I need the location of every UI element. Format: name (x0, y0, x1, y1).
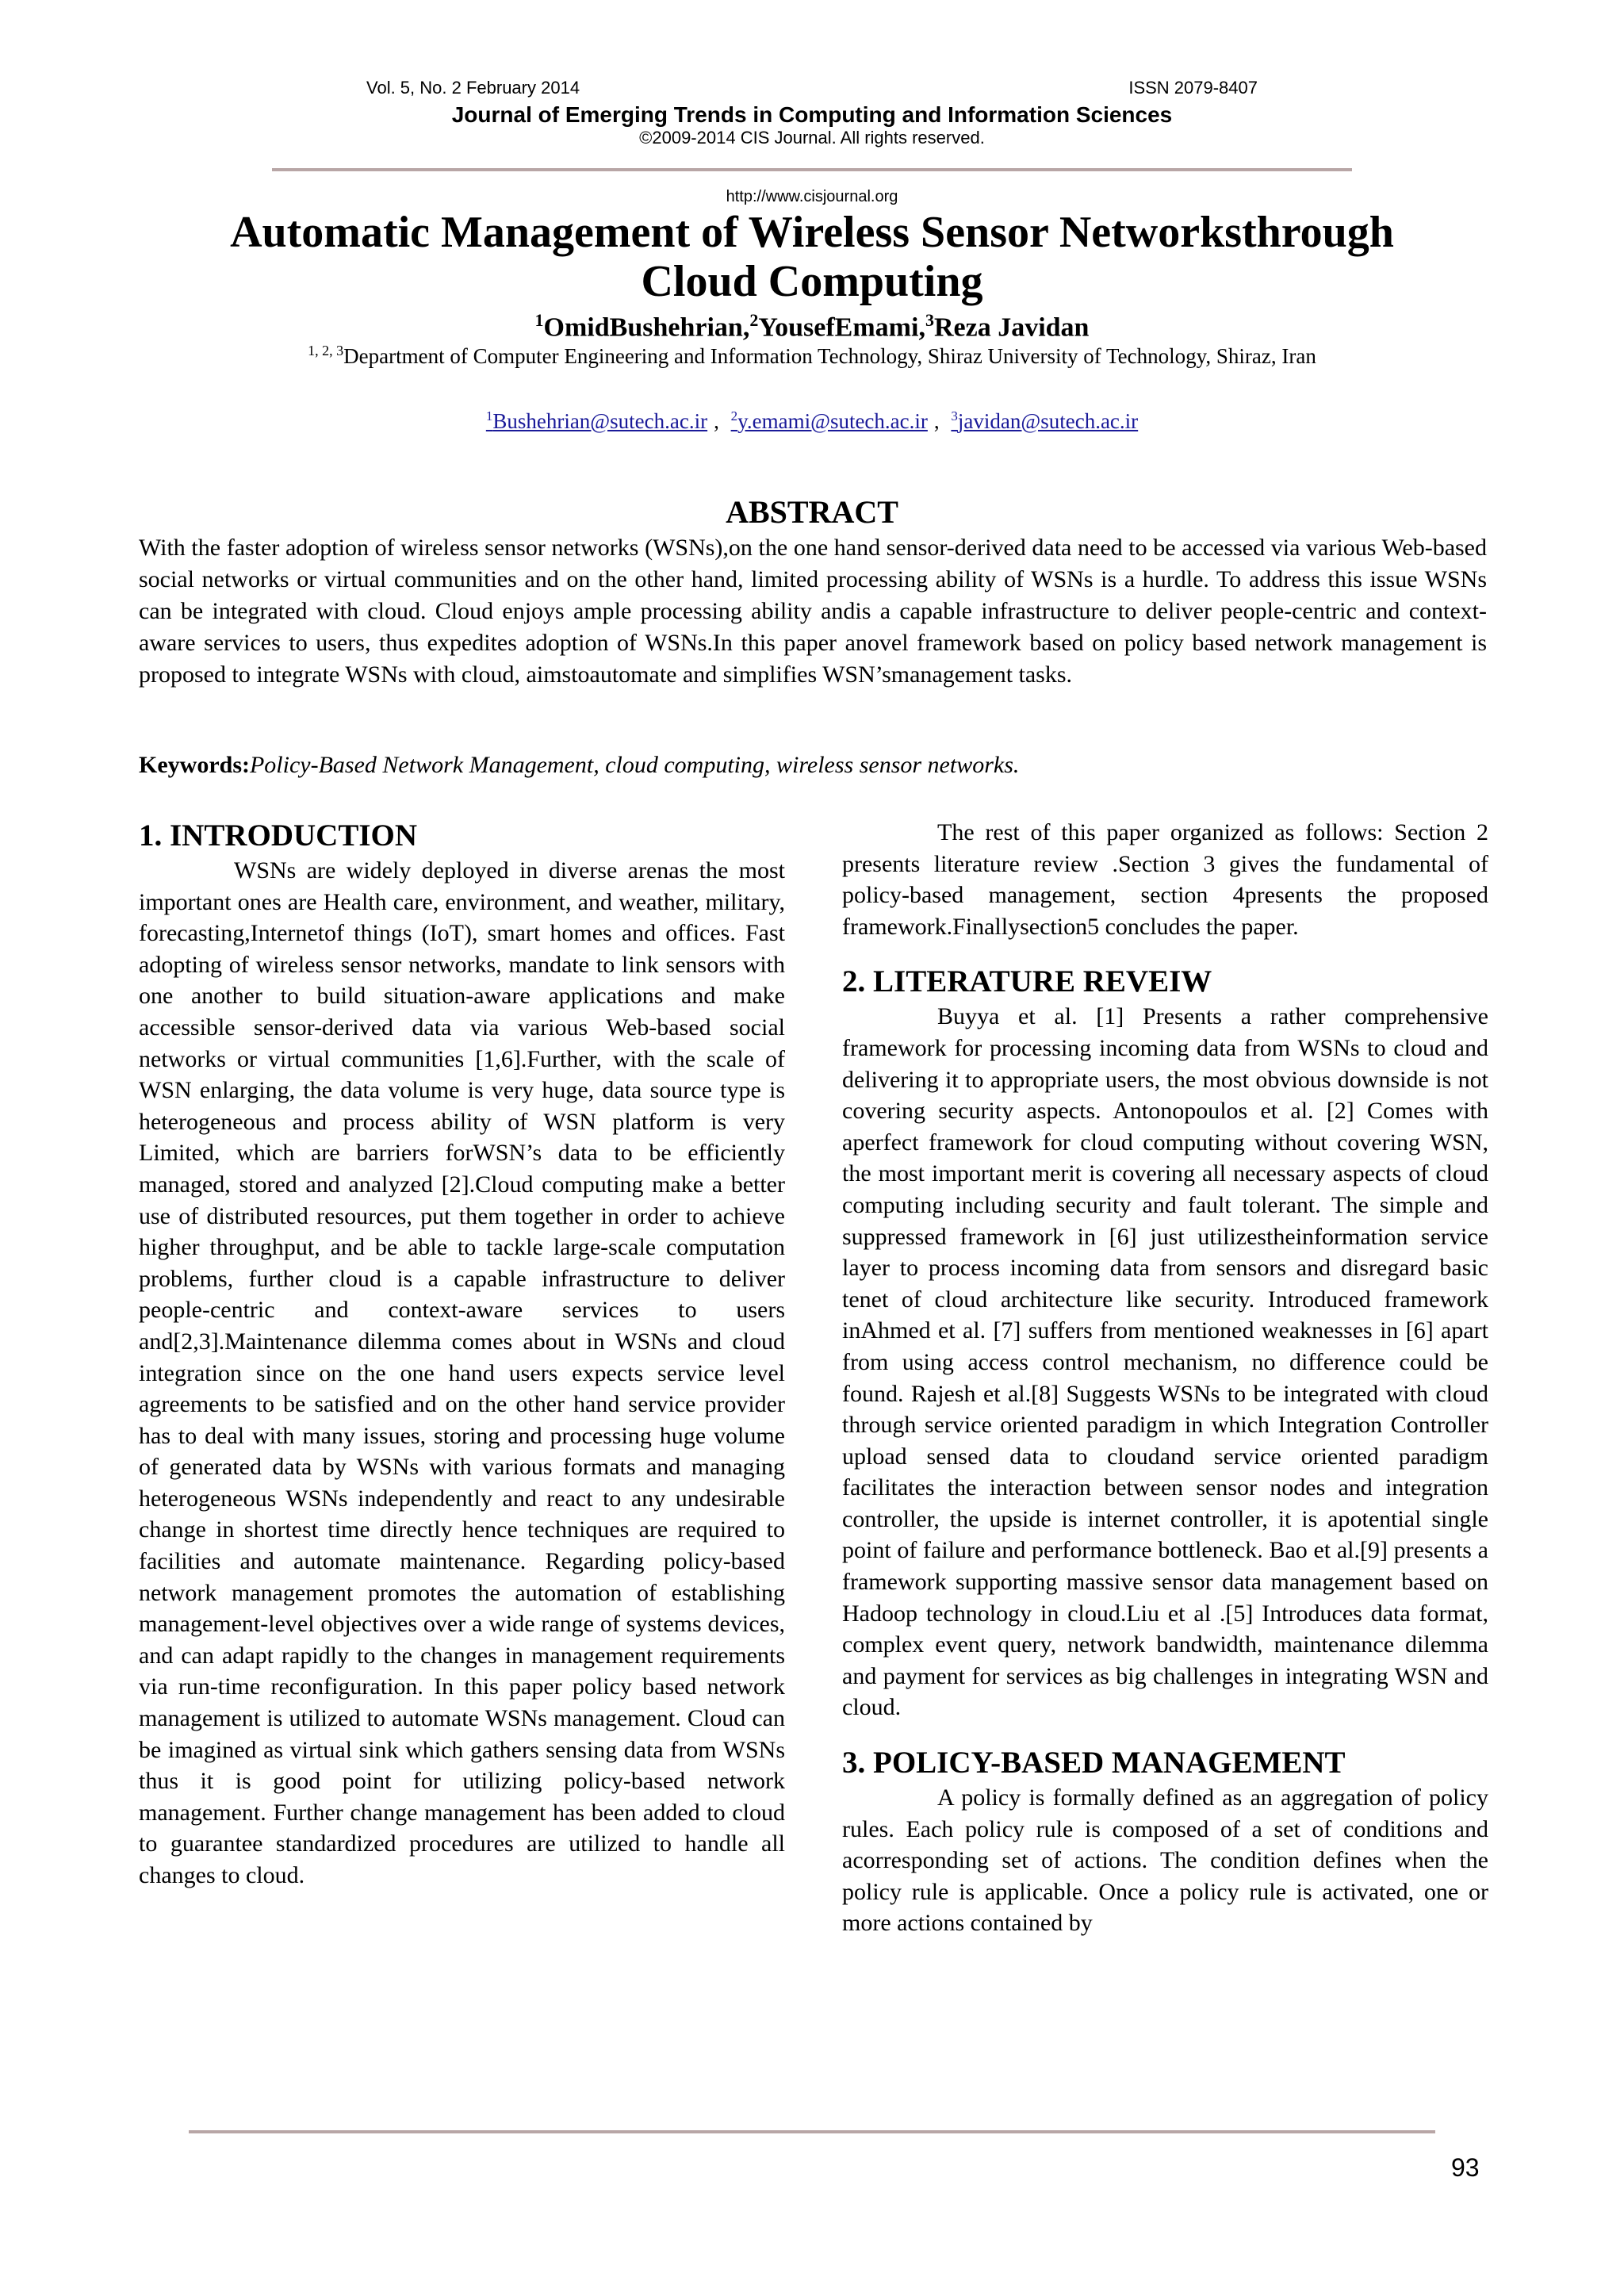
literature-paragraph: Buyya et al. [1] Presents a rather comprehensive framework for processing incoming data from WSNs to cloud and delivering it to appropriate users, the most obvious downside is not covering security aspects. Antonopoulos et al. [2] Comes with aperfect framework for cloud computing without covering WSN, the most important merit is covering all necessary aspects of cloud computing including security and fault tolerant. The simple and suppressed framework in [6] just utilizestheinformation service layer to process incoming data from sensors and disregard basic tenet of cloud architecture like security. Introduced framework inAhmed et al. [7] suffers from mentioned weaknesses in [6] apart from using access control mechanism, no difference could be found. Rajesh et al.[8] Suggests WSNs to be integrated with cloud through service oriented paradigm in which Integration Controller upload sensed data to cloudand service oriented paradigm facilitates the interaction between sensor nodes and integration controller, the upside is internet controller, it is apotential single point of failure and performance bottleneck. Bao et al.[9] presents a framework supporting massive sensor data management based on Hadoop technology in cloud.Liu et al .[5] Introduces data format, complex event query, network bandwidth, maintenance dilemma and payment for services as big challenges in integrating WSN and cloud. (842, 1003, 1488, 1721)
journal-name: Journal of Emerging Trends in Computing and Information Sciences (451, 102, 1173, 127)
author-3: Reza Javidan (933, 312, 1090, 343)
author-1-sup: 1 (534, 310, 544, 330)
section-spacer (842, 942, 1488, 963)
journal-url: http://www.cisjournal.org (726, 188, 898, 205)
author-2-sup: 2 (749, 310, 759, 330)
page-number: 93 (1451, 2153, 1480, 2182)
email-1-sup: 1 (485, 408, 493, 424)
email-2-sup: 2 (730, 408, 738, 424)
volume-info: Vol. 5, No. 2 February 2014 (366, 78, 580, 98)
abstract-heading: ABSTRACT (726, 494, 898, 530)
section-heading-literature: 2. LITERATURE REVEIW (842, 964, 1212, 999)
email-link-3[interactable] (951, 409, 1138, 433)
author-list (0, 310, 1624, 343)
introduction-paragraph: WSNs are widely deployed in diverse arenas the most important ones are Health care, environment, and weather, military, forecasting,Internetof things (IoT), smart homes and offices. Fast adopting of wireless sensor networks, mandate to link sensors with one another to build situation-aware applications and make accessible sensor-derived data via various Web-based social networks or virtual communities [1,6].Further, with the scale of WSN enlarging, the data volume is very huge, data source type is heterogeneous and process ability of WSN platform is very Limited, which are barriers forWSN’s data to be efficiently managed, stored and analyzed [2].Cloud computing make a better use of distributed resources, put them together in order to achieve higher throughput, and be able to tackle large-scale computation problems, further cloud is a capable infrastructure to deliver people-centric and context-aware services to users and[2,3].Maintenance dilemma comes about in WSNs and cloud integration since on the one hand users expects service level agreements to be satisfied and on the other hand service provider has to deal with many issues, storing and processing huge volume of generated data by WSNs with various formats and managing heterogeneous WSNs independently and react to any undesirable change in shortest time directly hence techniques are required to facilities and automate maintenance. Regarding policy-based network management promotes the automation of establishing management-level objectives over a wide range of systems devices, and can adapt rapidly to the changes in management requirements via run-time reconfiguration. In this paper policy based network management is utilized to automate WSNs management. Cloud can be imagined as virtual sink which gathers sensing data from WSNs thus it is good point for utilizing policy-based network management. Further change management has been added to cloud to guarantee standardized procedures are utilized to handle all changes to cloud. (139, 857, 785, 1888)
header-meta (366, 78, 1258, 105)
email-list (0, 408, 1624, 434)
right-column (842, 817, 1488, 1939)
email-2-address: y.emami@sutech.ac.ir (737, 409, 928, 433)
title-line-1: Automatic Management of Wireless Sensor Networksthrough (230, 208, 1394, 257)
issn: ISSN 2079-8407 (1128, 78, 1258, 98)
keywords-value: Policy-Based Network Management, cloud computing, wireless sensor networks. (249, 752, 1020, 778)
email-3-sup: 3 (951, 408, 958, 424)
policy-paragraph: A policy is formally defined as an aggregation of policy rules. Each policy rule is composed of a set of conditions and acorresponding set of actions. The condition defines when the policy rule is applicable. Once a policy rule is activated, one or more actions contained by (842, 1784, 1488, 1937)
email-3-address: javidan@sutech.ac.ir (957, 409, 1139, 433)
keywords-label: Keywords: (139, 752, 250, 778)
section-heading-policy: 3. POLICY-BASED MANAGEMENT (842, 1746, 1346, 1780)
email-link-2[interactable] (731, 409, 928, 433)
paper-title (0, 208, 1624, 306)
left-column (139, 817, 785, 1892)
copyright: ©2009-2014 CIS Journal. All rights reserved. (639, 128, 985, 148)
keywords (139, 752, 1487, 779)
paper-organization-paragraph: The rest of this paper organized as follows: Section 2 presents literature review .Section 3 gives the fundamental of policy-based management, section 4presents the proposed framework.Finallysection5 concludes the paper. (842, 819, 1488, 940)
email-1-address: Bushehrian@sutech.ac.ir (492, 409, 708, 433)
affiliation-text: Department of Computer Engineering and Information Technology, Shiraz University of Technology, Shiraz, Iran (343, 344, 1316, 368)
author-3-sup: 3 (925, 310, 934, 330)
affiliation (0, 343, 1624, 369)
title-line-2: Cloud Computing (641, 257, 983, 306)
section-heading-introduction: 1. INTRODUCTION (139, 818, 418, 853)
author-1: OmidBushehrian, (543, 312, 750, 343)
footer-divider (189, 2130, 1435, 2133)
author-2: YousefEmami, (758, 312, 925, 343)
abstract-text: With the faster adoption of wireless sensor networks (WSNs),on the one hand sensor-derived data need to be accessed via various Web-based social networks or virtual communities and on the other hand, limited processing ability of WSNs is a hurdle. To address this issue WSNs can be integrated with cloud. Cloud enjoys ample processing ability andis a capable infrastructure to deliver people-centric and context-aware services to users, thus expedites adoption of WSNs.In this paper anovel framework based on policy based network management is proposed to integrate WSNs with cloud, aimstoautomate and simplifies WSN’smanagement tasks. (139, 535, 1487, 688)
section-spacer (842, 1723, 1488, 1744)
header-divider (272, 168, 1352, 171)
email-separator-2: , (933, 409, 940, 433)
email-link-1[interactable] (486, 409, 707, 433)
email-separator-1: , (714, 409, 719, 433)
affiliation-sup: 1, 2, 3 (308, 343, 344, 358)
